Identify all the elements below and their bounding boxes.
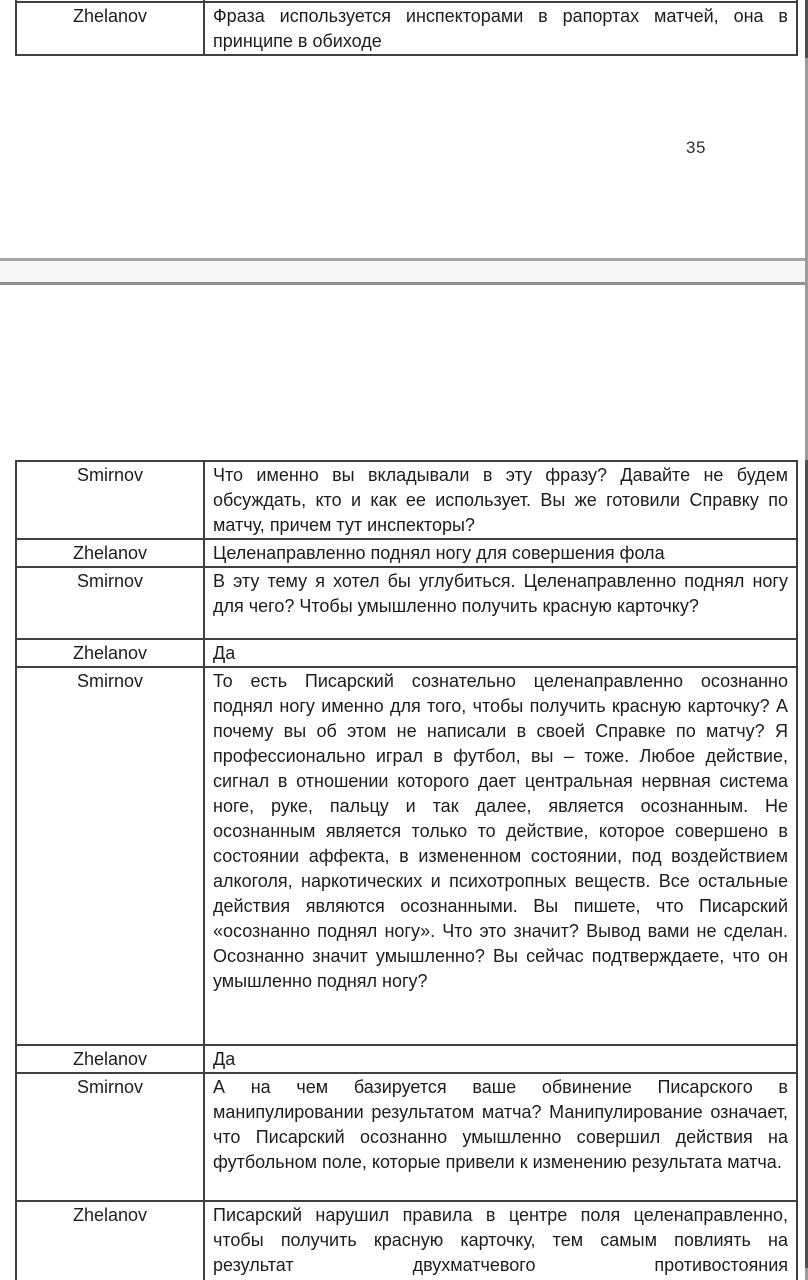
table-row [16, 2, 797, 55]
dialogue-text: Фраза используется инспекторами в рапортах матчей, она в принципе в обиходе [204, 2, 797, 55]
speaker-name: Smirnov [16, 667, 204, 1045]
table-row [16, 639, 797, 667]
table-row [16, 539, 797, 567]
dialogue-table-page1 [15, 0, 798, 56]
dialogue-text: Писарский нарушил правила в центре поля целенаправленно, чтобы получить красную карточку, тем самым повлиять на результат двухматчевого противостояния [204, 1201, 797, 1280]
dialogue-text: А на чем базируется ваше обвинение Писарского в манипулировании результатом матча? Манипулирование означает, что Писарский осознанно умышленно совершил действия на футбольном поле, которые привели к изменению результата матча. [204, 1073, 797, 1201]
table-row [16, 567, 797, 639]
dialogue-text: Целенаправленно поднял ногу для совершения фола [204, 539, 797, 567]
dialogue-text: В эту тему я хотел бы углубиться. Целенаправленно поднял ногу для чего? Чтобы умышленно получить красную карточку? [204, 567, 797, 639]
table-body [16, 0, 797, 55]
dialogue-table-page2 [15, 460, 798, 1280]
table-row [16, 461, 797, 539]
speaker-name: Smirnov [16, 567, 204, 639]
table-row [16, 1073, 797, 1201]
page-number: 35 [686, 138, 706, 157]
speaker-name: Smirnov [16, 1073, 204, 1201]
speaker-name: Zhelanov [16, 639, 204, 667]
speaker-name: Zhelanov [16, 539, 204, 567]
dialogue-text: Да [204, 1045, 797, 1073]
page-separator [0, 258, 808, 285]
table-row [16, 1201, 797, 1280]
speaker-name: Smirnov [16, 461, 204, 539]
speaker-name: Zhelanov [16, 1201, 204, 1280]
dialogue-text: Да [204, 639, 797, 667]
speaker-name: Zhelanov [16, 1045, 204, 1073]
table-row [16, 667, 797, 1045]
dialogue-text: Что именно вы вкладывали в эту фразу? Давайте не будем обсуждать, кто и как ее использует. Вы же готовили Справку по матчу, причем тут инспекторы? [204, 461, 797, 539]
speaker-name: Zhelanov [16, 2, 204, 55]
dialogue-text: То есть Писарский сознательно целенаправленно осознанно поднял ногу именно для того, чтобы получить красную карточку? А почему вы об этом не написали в своей Справке по матчу? Я профессионально играл в футбол, вы – тоже. Любое действие, сигнал в отношении которого дает центральная нервная система ноге, руке, пальцу и так далее, является осознанным. Не осознанным является только то действие, которое совершено в состоянии аффекта, в измененном состоянии, под воздействием алкоголя, наркотических и психотропных веществ. Все остальные действия являются осознанными. Вы пишете, что Писарский «осознанно поднял ногу». Что это значит? Вывод вами не сделан. Осознанно значит умышленно? Вы сейчас подтверждаете, что он умышленно поднял ногу? [204, 667, 797, 1045]
table-row [16, 1045, 797, 1073]
table-body [16, 461, 797, 1280]
